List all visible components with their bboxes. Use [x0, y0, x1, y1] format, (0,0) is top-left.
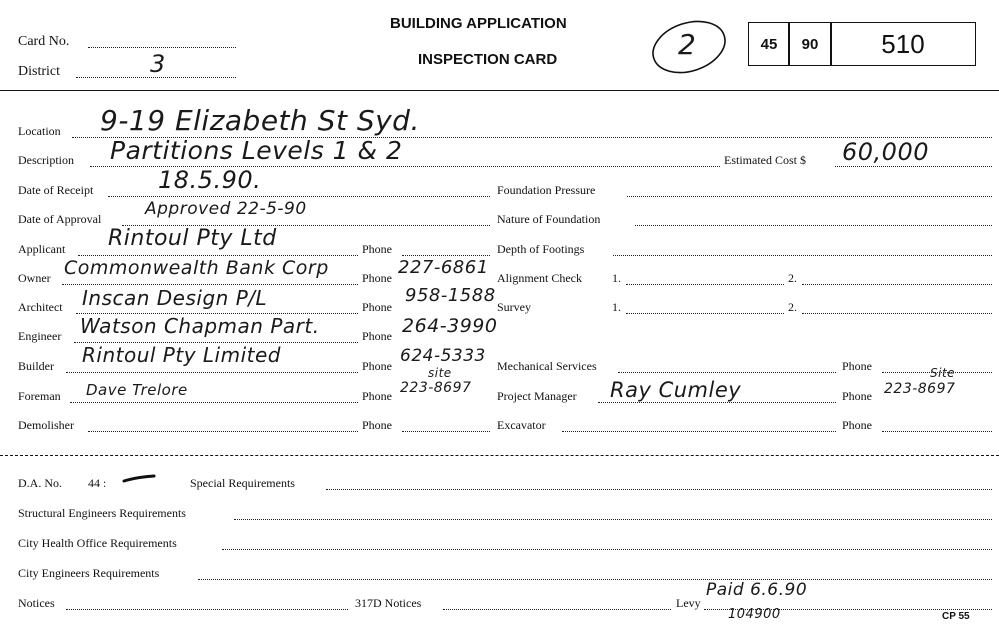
builder-line: [66, 372, 358, 373]
levy-note: 104900: [728, 607, 781, 622]
estimated-cost-label: Estimated Cost $: [724, 153, 806, 167]
pm-phone: 223-8697: [884, 381, 956, 397]
applicant-line: [78, 255, 358, 256]
code-box-2: 90: [788, 22, 832, 66]
owner-phone-label: Phone: [362, 271, 392, 285]
circled-number: 2: [678, 28, 697, 61]
date-receipt-line: [108, 196, 490, 197]
health-req-label: City Health Office Requirements: [18, 536, 177, 550]
notices-317d-line: [443, 609, 671, 610]
alignment-num1: 1.: [612, 271, 621, 285]
excavator-line: [562, 431, 836, 432]
foundation-pressure-line: [627, 196, 992, 197]
nature-foundation-line: [635, 225, 992, 226]
estimated-cost-value: 60,000: [842, 138, 929, 166]
pm-phone-label: Phone: [842, 389, 872, 403]
notices-317d-label: 317D Notices: [355, 596, 422, 610]
applicant-phone-line: [402, 255, 490, 256]
applicant-value: Rintoul Pty Ltd: [108, 226, 277, 251]
da-no-value: 44 :: [88, 476, 107, 490]
foundation-pressure-label: Foundation Pressure: [497, 183, 596, 197]
pm-phone-note: Site: [930, 366, 956, 380]
owner-value: Commonwealth Bank Corp: [64, 257, 329, 279]
foreman-phone: 223-8697: [400, 380, 472, 396]
owner-line: [62, 284, 358, 285]
mechanical-label: Mechanical Services: [497, 359, 597, 373]
owner-phone: 227-6861: [398, 257, 489, 278]
mechanical-line: [618, 372, 836, 373]
description-value: Partitions Levels 1 & 2: [110, 136, 403, 165]
applicant-label: Applicant: [18, 242, 66, 256]
architect-phone-label: Phone: [362, 300, 392, 314]
owner-label: Owner: [18, 271, 51, 285]
alignment-num2: 2.: [788, 271, 797, 285]
code-box-1: 45: [748, 22, 790, 66]
demolisher-phone-label: Phone: [362, 418, 392, 432]
code-box-3: 510: [830, 22, 976, 66]
alignment-check-label: Alignment Check: [497, 271, 582, 285]
builder-value: Rintoul Pty Limited: [82, 343, 281, 367]
depth-footings-line: [613, 255, 992, 256]
form-code: CP 55: [942, 611, 970, 622]
survey-label: Survey: [497, 300, 531, 314]
alignment-line-2: [802, 284, 992, 285]
demolisher-line: [88, 431, 358, 432]
excavator-label: Excavator: [497, 418, 546, 432]
location-value: 9-19 Elizabeth St Syd.: [100, 104, 420, 137]
engineer-phone: 264-3990: [402, 315, 498, 337]
date-approval-label: Date of Approval: [18, 212, 102, 226]
card-no-label: Card No.: [18, 34, 70, 49]
builder-phone: 624-5333: [400, 346, 486, 366]
survey-line-2: [802, 313, 992, 314]
engineer-label: Engineer: [18, 329, 62, 343]
structural-req-label: Structural Engineers Requirements: [18, 506, 186, 520]
notices-label: Notices: [18, 596, 55, 610]
header-divider: [0, 90, 999, 91]
foreman-phone-label: Phone: [362, 389, 392, 403]
demolisher-label: Demolisher: [18, 418, 74, 432]
architect-value: Inscan Design P/L: [82, 286, 268, 310]
location-label: Location: [18, 124, 61, 138]
estimated-cost-line: [835, 166, 992, 167]
city-eng-req-line: [198, 579, 992, 580]
architect-label: Architect: [18, 300, 63, 314]
foreman-phone-note: site: [428, 366, 452, 380]
project-manager-label: Project Manager: [497, 389, 577, 403]
title-line2: INSPECTION CARD: [418, 51, 558, 68]
survey-num1: 1.: [612, 300, 621, 314]
structural-req-line: [234, 519, 992, 520]
foreman-value: Dave Trelore: [86, 381, 188, 399]
nature-foundation-label: Nature of Foundation: [497, 212, 601, 226]
special-req-label: Special Requirements: [190, 476, 295, 490]
date-receipt-value: 18.5.90.: [158, 166, 262, 194]
da-dash-mark: [122, 474, 156, 484]
description-label: Description: [18, 153, 74, 167]
district-label: District: [18, 64, 60, 79]
survey-num2: 2.: [788, 300, 797, 314]
excavator-phone-label: Phone: [842, 418, 872, 432]
city-eng-req-label: City Engineers Requirements: [18, 566, 160, 580]
engineer-phone-label: Phone: [362, 329, 392, 343]
excavator-phone-line: [882, 431, 992, 432]
title-line1: BUILDING APPLICATION: [390, 15, 567, 32]
date-receipt-label: Date of Receipt: [18, 183, 94, 197]
mechanical-phone-label: Phone: [842, 359, 872, 373]
depth-footings-label: Depth of Footings: [497, 242, 585, 256]
architect-phone: 958-1588: [405, 285, 496, 306]
district-value: 3: [150, 50, 166, 78]
card-no-line: [88, 47, 236, 48]
demolisher-phone-line: [402, 431, 490, 432]
survey-line-1: [626, 313, 784, 314]
levy-label: Levy: [676, 596, 701, 610]
engineer-value: Watson Chapman Part.: [80, 314, 320, 338]
alignment-line-1: [626, 284, 784, 285]
da-no-label: D.A. No.: [18, 476, 62, 490]
builder-label: Builder: [18, 359, 54, 373]
special-req-line: [326, 489, 992, 490]
foreman-line: [70, 402, 358, 403]
levy-value: Paid 6.6.90: [706, 580, 808, 600]
applicant-phone-label: Phone: [362, 242, 392, 256]
health-req-line: [222, 549, 992, 550]
notices-line: [66, 609, 348, 610]
foreman-label: Foreman: [18, 389, 61, 403]
project-manager-line: [598, 402, 836, 403]
builder-phone-label: Phone: [362, 359, 392, 373]
section-divider: [0, 455, 999, 456]
project-manager-value: Ray Cumley: [610, 378, 742, 402]
date-approval-value: Approved 22-5-90: [145, 199, 307, 219]
